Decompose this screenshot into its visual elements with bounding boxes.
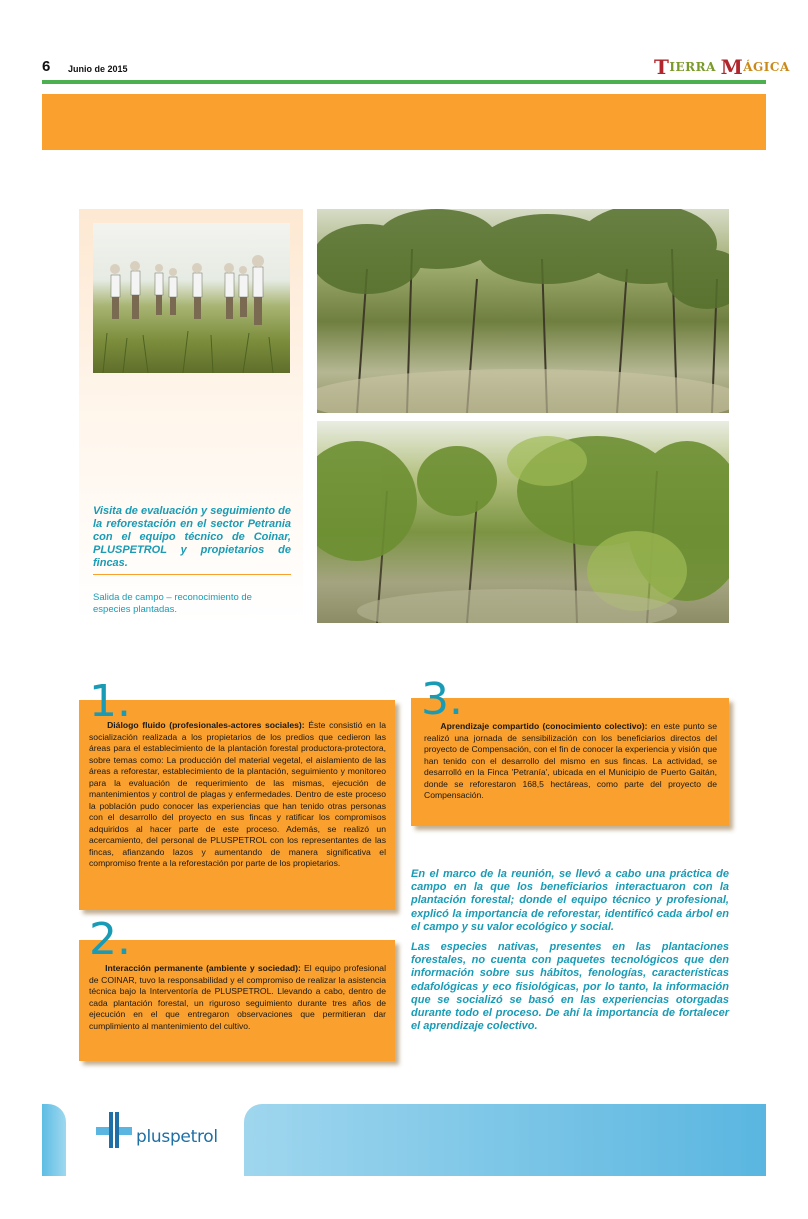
plantation-photo-2 bbox=[317, 421, 729, 623]
logo-cap-1: T bbox=[654, 55, 670, 79]
page-number: 6 bbox=[42, 58, 51, 75]
section-2-title: Interacción permanente (ambiente y sociedad): bbox=[105, 963, 301, 973]
brand-name: pluspetrol bbox=[136, 1127, 218, 1147]
section-2-number: 2. bbox=[89, 914, 131, 965]
header-rule bbox=[42, 80, 766, 84]
field-visit-photo bbox=[93, 223, 290, 373]
pluspetrol-cross-icon bbox=[96, 1112, 132, 1148]
logo-word-1: IERRA bbox=[669, 60, 716, 74]
plantation-photo-1 bbox=[317, 209, 729, 413]
logo-word-2: ÁGICA bbox=[743, 60, 790, 74]
section-2-text bbox=[89, 963, 386, 1032]
footer-bar-right bbox=[244, 1104, 766, 1176]
logo-cap-2: M bbox=[720, 55, 744, 79]
caption-divider bbox=[93, 574, 291, 575]
section-1-title: Diálogo fluido (profesionales-actores sociales): bbox=[107, 720, 305, 730]
tierra-magica-logo bbox=[654, 55, 790, 79]
photo-caption: Visita de evaluación y seguimiento de la reforestación en el sector Petrania con el equipo técnico de Coinar, PLUSPETROL y propietarios de fincas. bbox=[93, 505, 291, 569]
title-banner bbox=[42, 94, 766, 150]
section-2-body: El equipo profesional de COINAR, tuvo la responsabilidad y el compromiso de realizar la asistencia técnica bajo la Interventoría de PLUSPETROL. Llevando a cabo, dentro de cada plantación forestal, un riguroso seguimiento durante tres años de ejecución en el que entregaron observaciones que permitieran dar cumplimiento al mantenimiento del cultivo. bbox=[89, 963, 386, 1031]
issue-date: Junio de 2015 bbox=[68, 64, 128, 74]
section-3-title: Aprendizaje compartido (conocimiento colectivo): bbox=[440, 721, 648, 731]
footer-bar-left bbox=[42, 1104, 66, 1176]
highlight-text bbox=[411, 868, 729, 1040]
section-3-text bbox=[424, 721, 717, 802]
photo-subcaption: Salida de campo – reconocimiento de especies plantadas. bbox=[93, 592, 252, 615]
section-3-number: 3. bbox=[421, 674, 463, 725]
highlight-paragraph-2: Las especies nativas, presentes en las plantaciones forestales, no cuenta con paquetes tecnológicos que den información sobre sus hábitos, fenologías, características edafológicas y eco fisiológicas, por lo tanto, la información que se socializó se basó en las experiencias otorgadas durante todo el proceso. De ahí la importancia de fortalecer el aprendizaje colectivo. bbox=[411, 941, 729, 1033]
section-1-text bbox=[89, 720, 386, 870]
highlight-paragraph-1: En el marco de la reunión, se llevó a cabo una práctica de campo en la que los beneficiarios interactuaron con la plantación forestal; donde el equipo técnico y profesional, explicó la importancia de reforestar, identificó cada árbol en el campo y su valor ecológico y social. bbox=[411, 868, 729, 933]
section-1-body: Éste consistió en la socialización realizada a los propietarios de los predios que cedieron las áreas para el establecimiento de la plantación forestal productora-protectora, sobre temas como: La producción del material vegetal, el aislamiento de las áreas a reforestar, establecimiento de la plantación, seguimiento y monitoreo para la evaluación de requerimiento de las mismas, ejecución de mantenimientos y control de plagas y enfermedades. Dentro de este proceso la población pudo conocer las experiencias que han tenido otras personas con el desarrollo del proyecto en sus fincas y ratificar los compromisos adquiridos al hacer parte de este proceso. Además, se realizó un acercamiento, del personal de PLUSPETROL con los representantes de las fincas, afianzando lazos y aumentando de manera significativa el compromiso frente a la reforestación por parte de los propietarios. bbox=[89, 720, 386, 868]
section-1-number: 1. bbox=[89, 676, 131, 727]
section-3-body: en este punto se realizó una jornada de sensibilización con los beneficiarios directos del proyecto de Compensación, con el fin de conocer la experiencia y visión que han tenido con el desarrollo del mismo en sus fincas. La actividad, se desarrolló en la Finca 'Petranía', ubicada en el Municipio de Puerto Gaitán, donde se reforestaron 168,5 hectáreas, como parte del proyecto de Compensación. bbox=[424, 721, 717, 800]
